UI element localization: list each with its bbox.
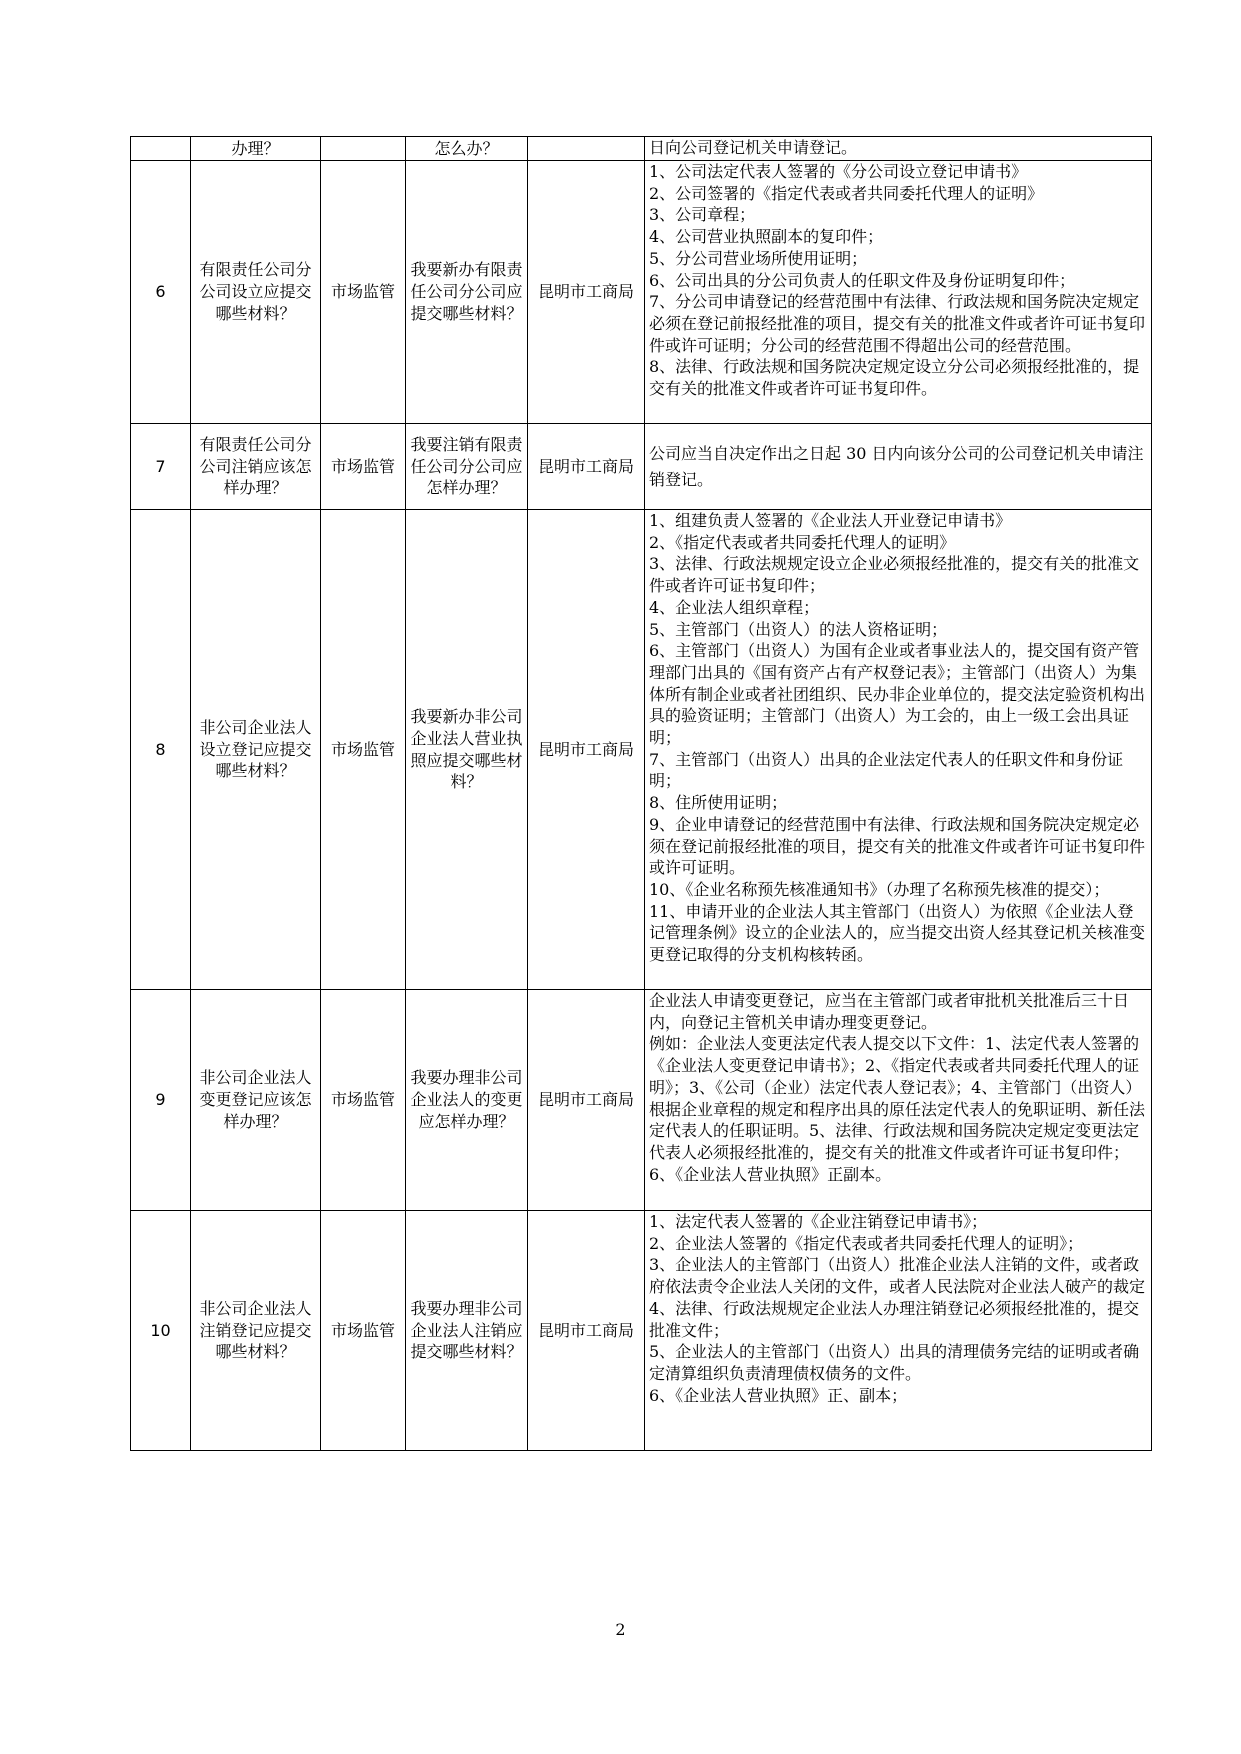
ask-cell: 我要新办有限责任公司分公司应提交哪些材料？ bbox=[406, 161, 528, 424]
ask-cell: 我要注销有限责任公司分公司应怎样办理？ bbox=[406, 424, 528, 510]
department-cell: 昆明市工商局 bbox=[528, 424, 645, 510]
answer-line: 8、住所使用证明； bbox=[649, 793, 788, 813]
question-cell: 有限责任公司分公司设立应提交哪些材料？ bbox=[191, 161, 321, 424]
department-cell: 昆明市工商局 bbox=[528, 990, 645, 1211]
answer-cell bbox=[645, 510, 1152, 990]
table-row bbox=[131, 424, 1152, 510]
row-number: 8 bbox=[131, 510, 191, 990]
answer-line: 1、法定代表人签署的《企业注销登记申请书》； bbox=[649, 1212, 988, 1231]
question-cell: 非公司企业法人变更登记应该怎样办理？ bbox=[191, 990, 321, 1211]
answer-line: 6、《企业法人营业执照》正、副本； bbox=[649, 1385, 908, 1405]
department-cell: 昆明市工商局 bbox=[528, 510, 645, 990]
question-cell: 非公司企业法人设立登记应提交哪些材料？ bbox=[191, 510, 321, 990]
department-cell: 昆明市工商局 bbox=[528, 1211, 645, 1451]
table-row bbox=[131, 161, 1152, 424]
service-table bbox=[130, 136, 1152, 1451]
category-cell: 市场监管 bbox=[321, 510, 406, 990]
category-cell: 市场监管 bbox=[321, 161, 406, 424]
answer-line: 3、法律、行政法规规定设立企业必须报经批准的，提交有关的批准文件或者许可证书复印件； bbox=[649, 554, 1140, 596]
answer-cell bbox=[645, 137, 1152, 161]
page-number: 2 bbox=[615, 1620, 626, 1639]
ask-cell: 我要办理非公司企业法人的变更应怎样办理？ bbox=[406, 990, 528, 1211]
ask-cell: 我要新办非公司企业法人营业执照应提交哪些材料？ bbox=[406, 510, 528, 990]
department-cell bbox=[528, 137, 645, 161]
question-cell: 办理？ bbox=[191, 137, 321, 161]
answer-line: 10、《企业名称预先核准通知书》（办理了名称预先核准的提交）； bbox=[649, 879, 1110, 899]
answer-line: 3、企业法人的主管部门（出资人）批准企业法人注销的文件，或者政府依法责令企业法人关闭的文件，或者人民法院对企业法人破产的裁定 bbox=[649, 1255, 1146, 1297]
question-cell: 有限责任公司分公司注销应该怎样办理？ bbox=[191, 424, 321, 510]
category-cell bbox=[321, 137, 406, 161]
row-number: 6 bbox=[131, 161, 191, 424]
answer-line: 公司应当自决定作出之日起 30 日内向该分公司的公司登记机关申请注销登记。 bbox=[649, 443, 1144, 489]
answer-line: 4、公司营业执照副本的复印件； bbox=[649, 227, 884, 247]
answer-cell bbox=[645, 424, 1152, 510]
answer-line: 8、法律、行政法规和国务院决定规定设立分公司必须报经批准的，提交有关的批准文件或者许可证书复印件。 bbox=[649, 357, 1140, 399]
answer-line: 例如：企业法人变更法定代表人提交以下文件：1、法定代表人签署的《企业法人变更登记申请书》；2、《指定代表或者共同委托代理人的证明》；3、《公司（企业）法定代表人登记表》；4、主管部门（出资人）根据企业章程的规定和程序出具的原任法定代表人的免职证明、新任法定代表人的任职证明。5、法律、行政法规和国务院决定规定变更法定代表人必须报经批准的，提交有关的批准文件或者许可证书复印件； bbox=[649, 1034, 1146, 1162]
answer-line: 3、公司章程； bbox=[649, 205, 756, 225]
answer-line: 11、申请开业的企业法人其主管部门（出资人）为依照《企业法人登记管理条例》设立的企业法人的，应当提交出资人经其登记机关核准变更登记取得的分支机构核转函。 bbox=[649, 901, 1146, 965]
table-row bbox=[131, 1211, 1152, 1451]
answer-line: 6、《企业法人营业执照》正副本。 bbox=[649, 1164, 892, 1184]
answer-line: 5、企业法人的主管部门（出资人）出具的清理债务完结的证明或者确定清算组织负责清理债权债务的文件。 bbox=[649, 1342, 1140, 1383]
answer-line: 1、公司法定代表人签署的《分公司设立登记申请书》 bbox=[649, 162, 1028, 181]
answer-line: 日向公司登记机关申请登记。 bbox=[649, 138, 858, 157]
answer-line: 9、企业申请登记的经营范围中有法律、行政法规和国务院决定规定必须在登记前报经批准的项目，提交有关的批准文件或者许可证书复印件或许可证明。 bbox=[649, 814, 1146, 878]
answer-cell bbox=[645, 1211, 1152, 1451]
answer-line: 2、企业法人签署的《指定代表或者共同委托代理人的证明》； bbox=[649, 1233, 1084, 1253]
row-number bbox=[131, 137, 191, 161]
answer-line: 4、法律、行政法规规定企业法人办理注销登记必须报经批准的，提交批准文件； bbox=[649, 1298, 1140, 1340]
answer-line: 1、组建负责人签署的《企业法人开业登记申请书》 bbox=[649, 511, 1012, 530]
answer-line: 2、《指定代表或者共同委托代理人的证明》 bbox=[649, 532, 956, 552]
answer-line: 6、主管部门（出资人）为国有企业或者事业法人的，提交国有资产管理部门出具的《国有资产占有产权登记表》；主管部门（出资人）为集体所有制企业或者社团组织、民办非企业单位的，提交法定验资机构出具的验资证明；主管部门（出资人）为工会的，由上一级工会出具证明； bbox=[649, 641, 1146, 748]
answer-line: 2、公司签署的《指定代表或者共同委托代理人的证明》 bbox=[649, 183, 1044, 203]
answer-line: 6、公司出具的分公司负责人的任职文件及身份证明复印件； bbox=[649, 270, 1076, 290]
row-number: 10 bbox=[131, 1211, 191, 1451]
department-cell: 昆明市工商局 bbox=[528, 161, 645, 424]
row-number: 7 bbox=[131, 424, 191, 510]
category-cell: 市场监管 bbox=[321, 1211, 406, 1451]
answer-line: 5、分公司营业场所使用证明； bbox=[649, 248, 868, 268]
table-row bbox=[131, 510, 1152, 990]
answer-cell bbox=[645, 161, 1152, 424]
ask-cell: 我要办理非公司企业法人注销应提交哪些材料？ bbox=[406, 1211, 528, 1451]
answer-line: 4、企业法人组织章程； bbox=[649, 597, 820, 617]
answer-line: 7、分公司申请登记的经营范围中有法律、行政法规和国务院决定规定必须在登记前报经批准的项目，提交有关的批准文件或者许可证书复印件或许可证明；分公司的经营范围不得超出公司的经营范围。 bbox=[649, 292, 1146, 355]
ask-cell: 怎么办？ bbox=[406, 137, 528, 161]
answer-line: 企业法人申请变更登记，应当在主管部门或者审批机关批准后三十日内，向登记主管机关申请办理变更登记。 bbox=[649, 991, 1130, 1032]
answer-cell bbox=[645, 990, 1152, 1211]
table-row bbox=[131, 990, 1152, 1211]
answer-line: 5、主管部门（出资人）的法人资格证明； bbox=[649, 619, 948, 639]
category-cell: 市场监管 bbox=[321, 424, 406, 510]
row-number: 9 bbox=[131, 990, 191, 1211]
service-table-body bbox=[131, 137, 1152, 1451]
category-cell: 市场监管 bbox=[321, 990, 406, 1211]
question-cell: 非公司企业法人注销登记应提交哪些材料？ bbox=[191, 1211, 321, 1451]
answer-line: 7、主管部门（出资人）出具的企业法定代表人的任职文件和身份证明； bbox=[649, 749, 1124, 791]
table-row bbox=[131, 137, 1152, 161]
